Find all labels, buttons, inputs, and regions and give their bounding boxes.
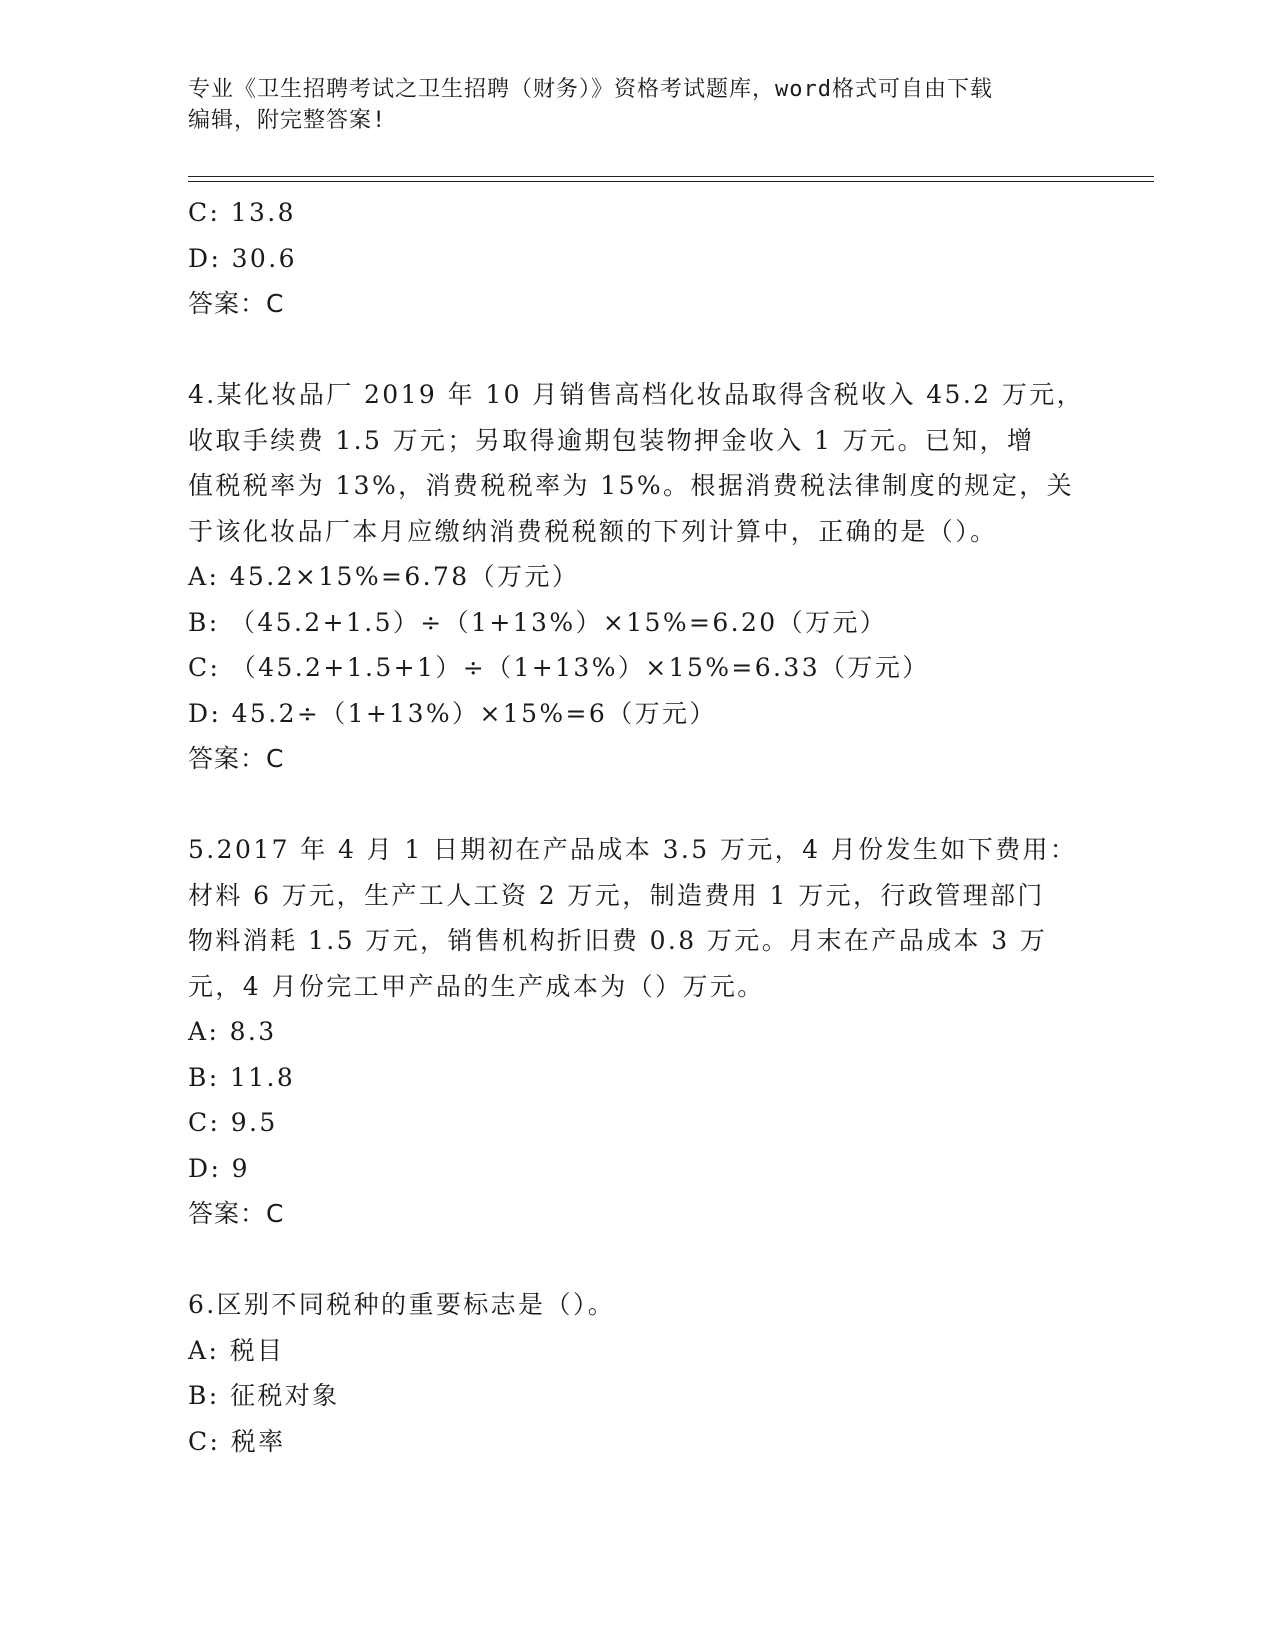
q4-stem-line-1: 4.某化妆品厂 2019 年 10 月销售高档化妆品取得含税收入 45.2 万元， — [188, 380, 1085, 409]
q4-stem-line-4: 于该化妆品厂本月应缴纳消费税税额的下列计算中，正确的是（）。 — [188, 516, 998, 546]
q4-option-a: A: 45.2×15%=6.78（万元） — [188, 562, 580, 591]
q5-stem-line-4: 元，4 月份完工甲产品的生产成本为（）万元。 — [188, 971, 765, 1001]
q3-answer: 答案：C — [188, 289, 285, 318]
q5-option-b: B: 11.8 — [188, 1062, 296, 1092]
q4-stem-line-3: 值税税率为 13%，消费税税率为 15%。根据消费税法律制度的规定，关 — [188, 471, 1075, 500]
q4-option-d: D: 45.2÷（1+13%）×15%=6（万元） — [188, 698, 717, 728]
q3-option-d: D: 30.6 — [188, 243, 297, 273]
q6-stem: 6.区别不同税种的重要标志是（）。 — [188, 1290, 616, 1319]
spacer — [188, 1237, 1088, 1283]
q5-stem-line-3: 物料消耗 1.5 万元，销售机构折旧费 0.8 万元。月末在产品成本 3 万 — [188, 926, 1048, 955]
spacer — [188, 327, 1088, 373]
q6-option-c: C: 税率 — [188, 1426, 286, 1456]
q4-option-b: B: （45.2+1.5）÷（1+13%）×15%=6.20（万元） — [188, 607, 888, 637]
spacer — [188, 782, 1088, 828]
header-line-2: 编辑，附完整答案! — [188, 108, 387, 133]
q4-stem-line-2: 收取手续费 1.5 万元；另取得逾期包装物押金收入 1 万元。已知，增 — [188, 425, 1035, 455]
q5-stem-line-1: 5.2017 年 4 月 1 日期初在产品成本 3.5 万元，4 月份发生如下费用： — [188, 835, 1078, 864]
q3-option-c: C: 13.8 — [188, 198, 296, 227]
q5-option-c: C: 9.5 — [188, 1108, 278, 1137]
q5-option-d: D: 9 — [188, 1153, 250, 1183]
q6-option-a: A: 税目 — [188, 1335, 285, 1365]
q6-option-b: B: 征税对象 — [188, 1381, 340, 1410]
document-header — [188, 74, 1088, 136]
q5-answer: 答案：C — [188, 1199, 285, 1228]
q5-option-a: A: 8.3 — [188, 1017, 277, 1046]
question-content — [188, 190, 1088, 1464]
header-divider-bottom — [188, 181, 1154, 182]
header-divider-top — [188, 176, 1154, 177]
q4-option-c: C: （45.2+1.5+1）÷（1+13%）×15%=6.33（万元） — [188, 653, 930, 682]
q4-answer: 答案：C — [188, 744, 285, 773]
q5-stem-line-2: 材料 6 万元，生产工人工资 2 万元，制造费用 1 万元，行政管理部门 — [188, 880, 1045, 910]
header-line-1: 专业《卫生招聘考试之卫生招聘（财务）》资格考试题库，word格式可自由下载 — [188, 77, 993, 102]
